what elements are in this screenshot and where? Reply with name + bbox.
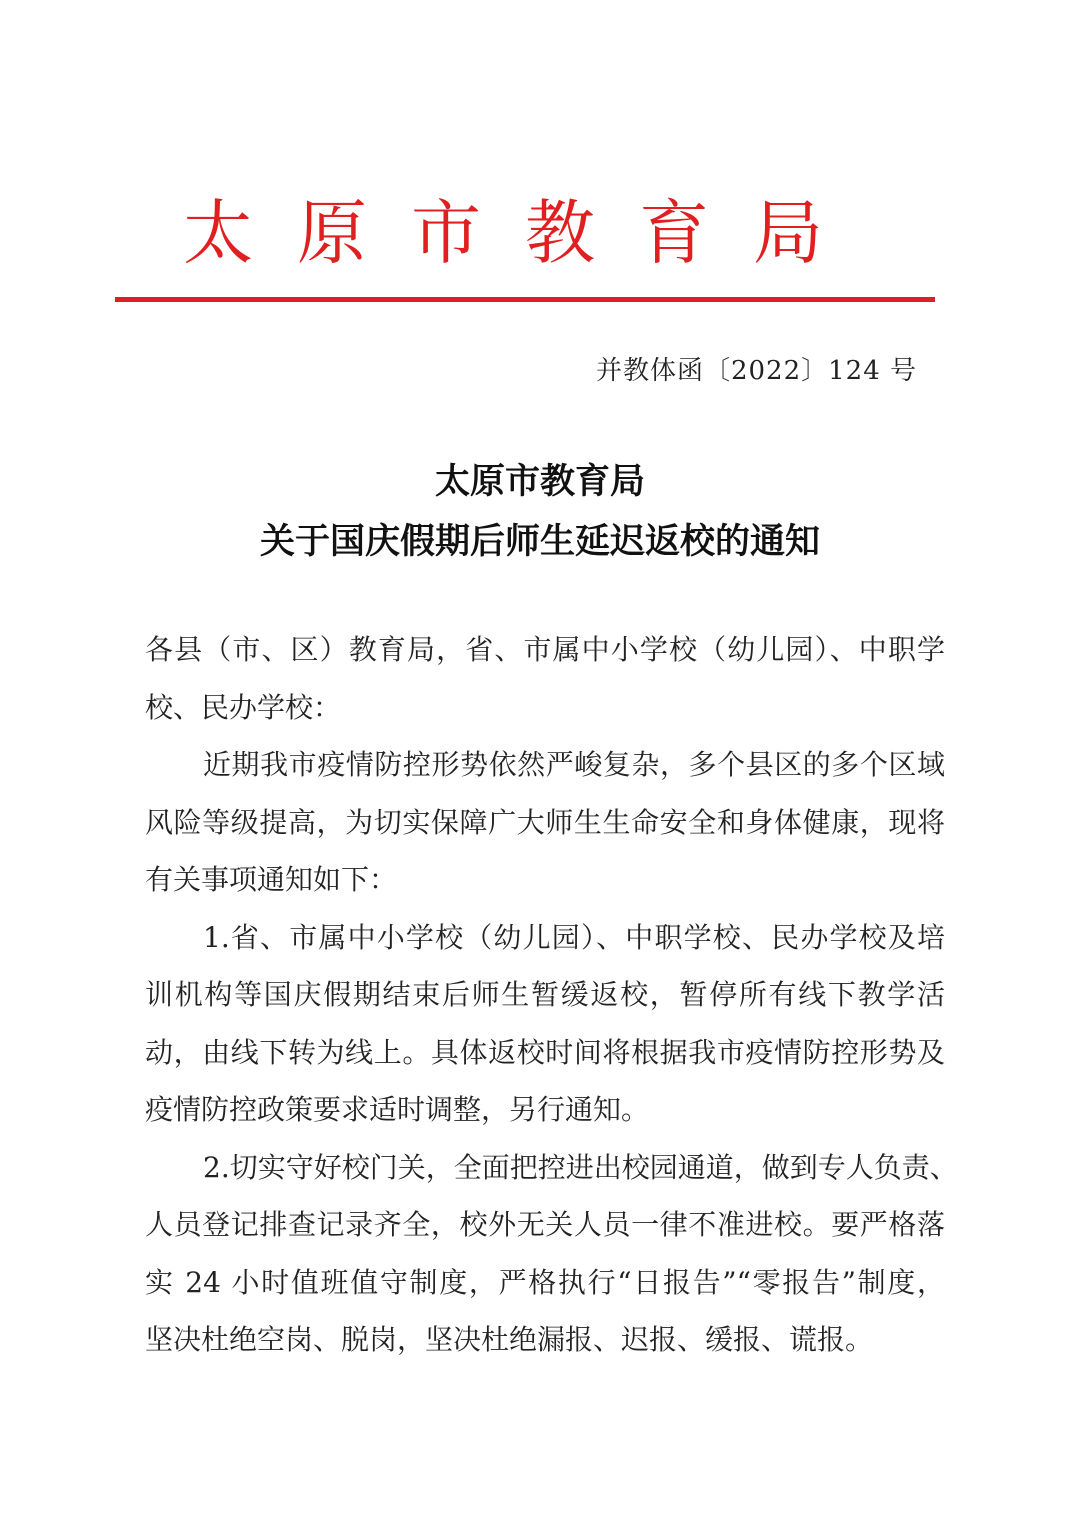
item1-line-4: 疫情防控政策要求适时调整，另行通知。 — [145, 1093, 650, 1126]
item2-line-4: 坚决杜绝空岗、脱岗，坚决杜绝漏报、迟报、缓报、谎报。 — [145, 1323, 874, 1356]
intro-line-3: 有关事项通知如下： — [145, 863, 398, 896]
document-body — [145, 621, 958, 1369]
item2-line-2: 人员登记排查记录齐全，校外无关人员一律不准进校。要严格落 — [145, 1208, 945, 1241]
item2-line-1: 2.切实守好校门关，全面把控进出校园通道，做到专人负责、 — [203, 1150, 958, 1184]
masthead-red-rule — [115, 297, 935, 302]
intro-paragraph — [145, 736, 945, 909]
addressee-paragraph — [145, 621, 945, 736]
title-line-1: 太原市教育局 — [434, 462, 645, 502]
item1-line-1: 1.省、市属中小学校（幼儿园）、中职学校、民办学校及培 — [203, 920, 945, 954]
item2-line-3: 实 24 小时值班值守制度，严格执行“日报告”“零报告”制度， — [145, 1265, 945, 1299]
title-line-2: 关于国庆假期后师生延迟返校的通知 — [259, 522, 820, 562]
addressee-line-2: 校、民办学校： — [145, 690, 342, 724]
addressee-line-1: 各县（市、区）教育局，省、市属中小学校（幼儿园）、中职学 — [145, 633, 945, 666]
document-number: 并教体函〔2022〕124 号 — [595, 356, 917, 386]
document-title — [115, 452, 965, 572]
item-2-paragraph — [145, 1139, 958, 1369]
masthead-org-name: 太原市教育局 — [183, 192, 867, 274]
intro-line-2: 风险等级提高，为切实保障广大师生生命安全和身体健康，现将 — [145, 805, 945, 839]
item1-line-2: 训机构等国庆假期结束后师生暂缓返校，暂停所有线下教学活 — [145, 978, 945, 1011]
intro-line-1: 近期我市疫情防控形势依然严峻复杂，多个县区的多个区域 — [203, 748, 945, 781]
item1-line-3: 动，由线下转为线上。具体返校时间将根据我市疫情防控形势及 — [145, 1035, 945, 1069]
item-1-paragraph — [145, 909, 945, 1139]
